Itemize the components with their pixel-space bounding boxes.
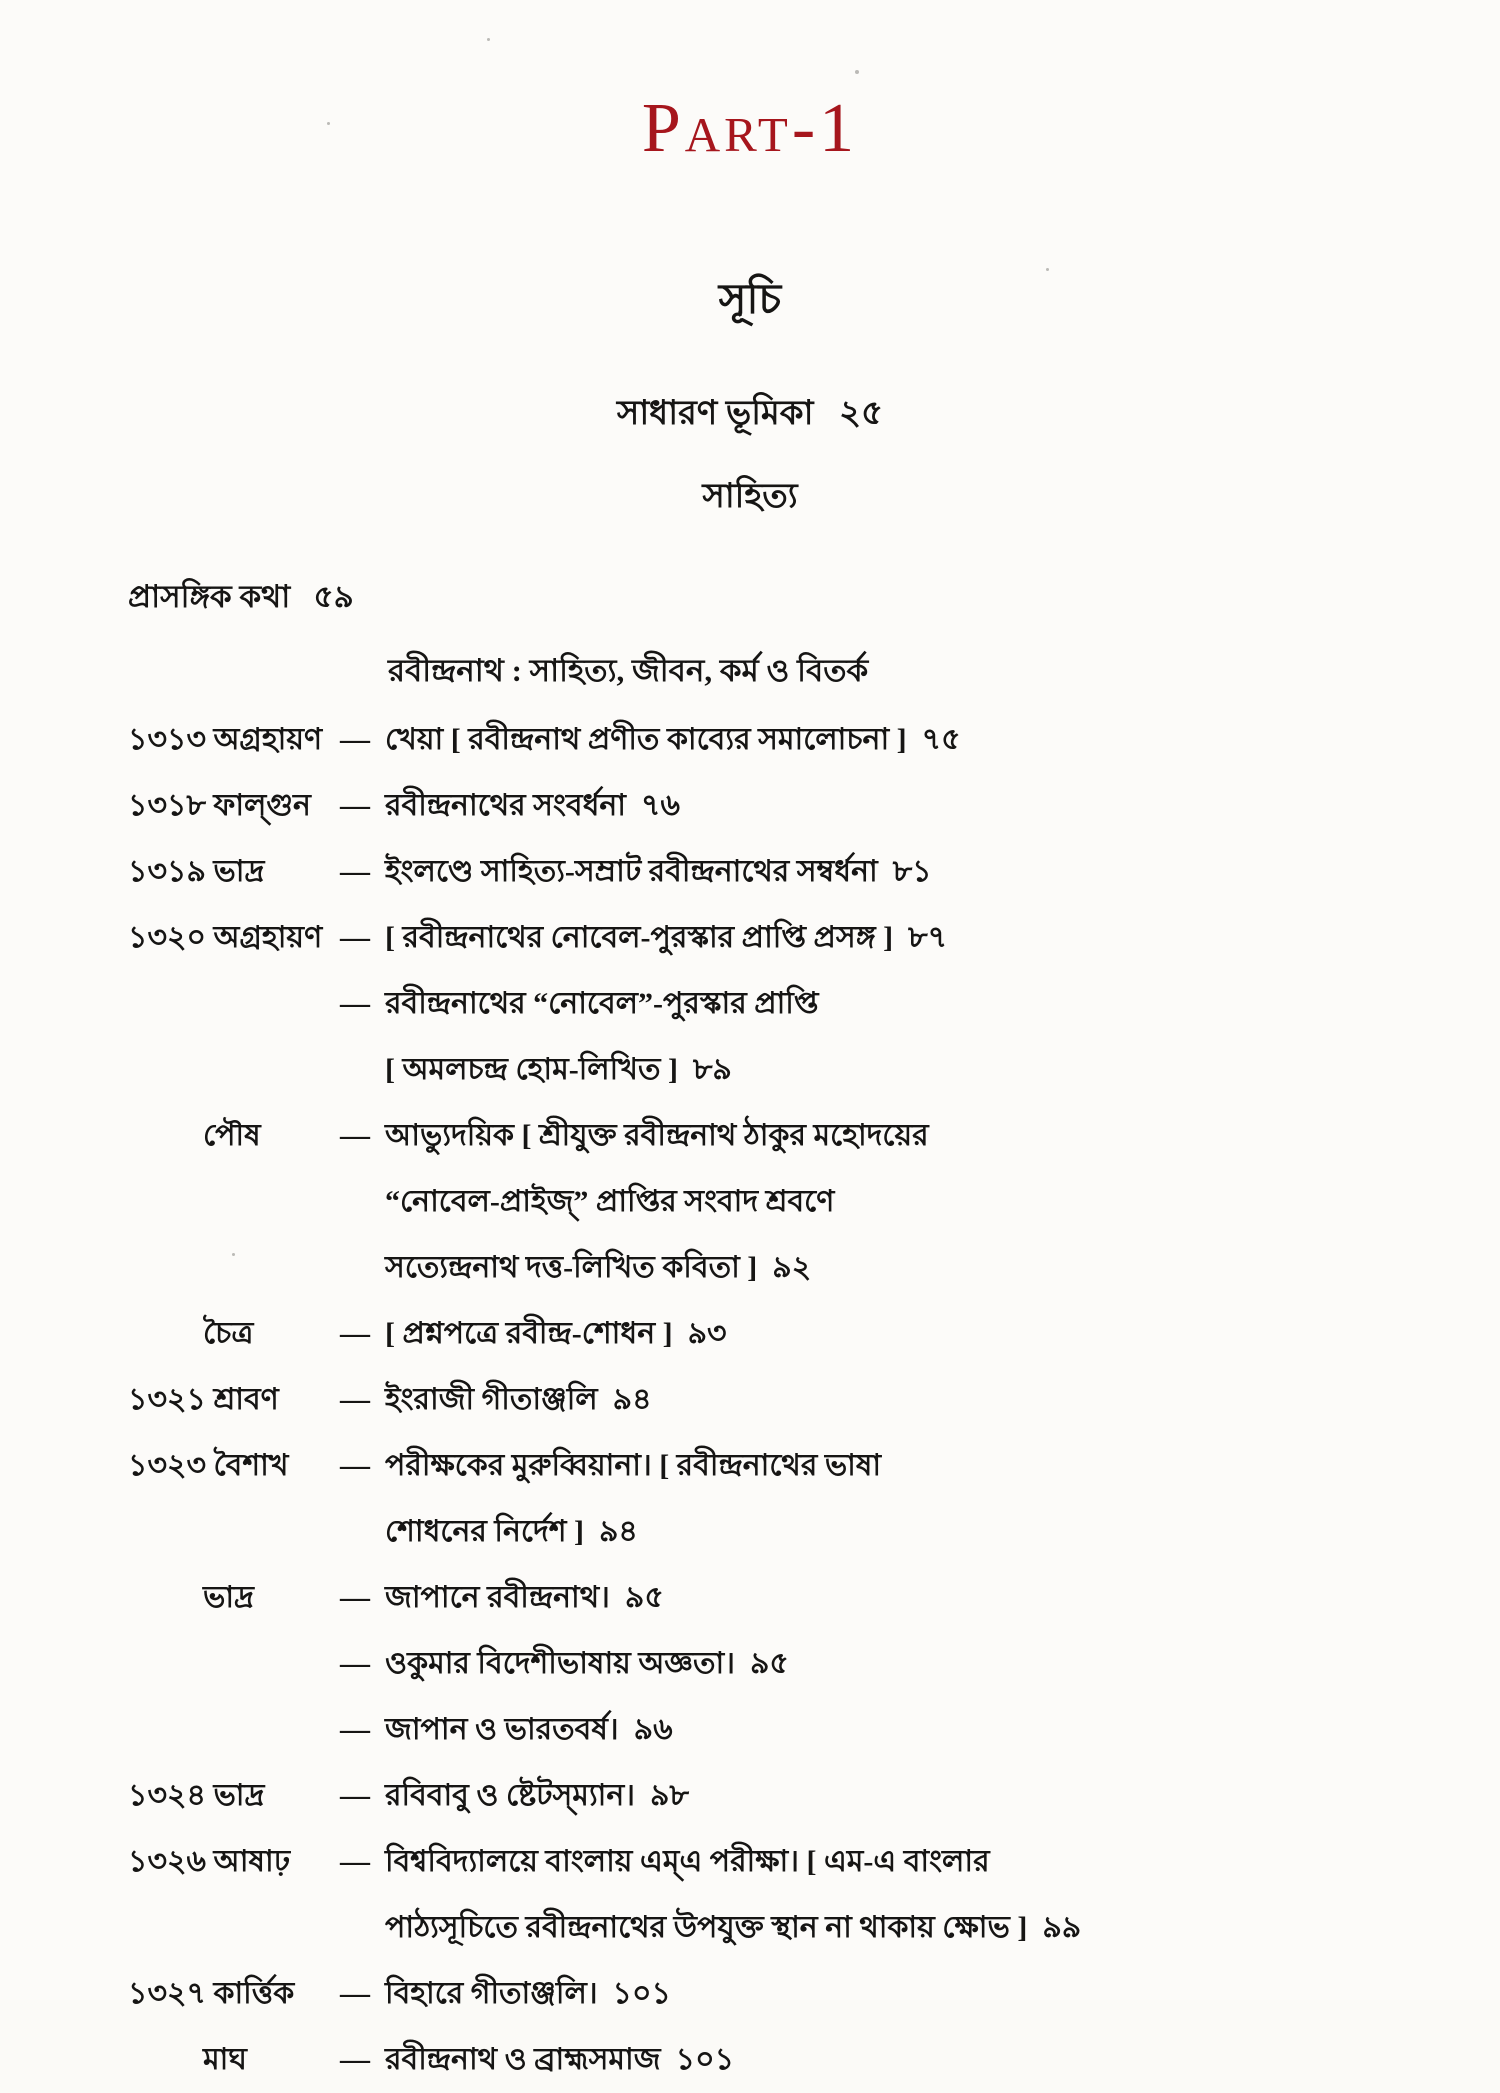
entry-line: [ রবীন্দ্রনাথের নোবেল-পুরস্কার প্রাপ্তি প্রসঙ্গ ] ৮৭ [385, 920, 948, 954]
toc-entry [128, 1565, 1420, 1631]
scan-speck [855, 70, 859, 74]
entry-line: বিশ্ববিদ্যালয়ে বাংলায় এম্‌এ পরীক্ষা। [ এম-এ বাংলার [385, 1844, 990, 1878]
entry-lines [385, 1367, 1420, 1433]
toc-entries [0, 707, 1500, 2093]
entry-line: জাপান ও ভারতবর্ষ। ৯৬ [385, 1712, 673, 1746]
entry-dash: — [340, 1382, 369, 1416]
toc-entry [128, 839, 1420, 905]
toc-entry [128, 1301, 1420, 1367]
entry-line: খেয়া [ রবীন্দ্রনাথ প্রণীত কাব্যের সমালোচনা ] ৭৫ [385, 722, 961, 756]
entry-line: ইংলণ্ডে সাহিত্য-সম্রাট রবীন্দ্রনাথের সম্বর্ধনা ৮১ [385, 854, 932, 888]
entry-dash: — [340, 1646, 369, 1680]
toc-entry [128, 1961, 1420, 2027]
entry-line: ওকুমার বিদেশীভাষায় অজ্ঞতা। ৯৫ [385, 1646, 789, 1680]
entry-line: বিহারে গীতাঞ্জলি। ১০১ [385, 1976, 671, 2010]
entry-lines [385, 707, 1420, 773]
scan-speck [1046, 268, 1049, 271]
entry-label: ১৩২৩ বৈশাখ [128, 1448, 289, 1482]
entry-label: ১৩২৪ ভাদ্র [128, 1778, 265, 1812]
entry-dash: — [340, 1976, 369, 2010]
toc-entry [128, 905, 1420, 971]
entry-line: ইংরাজী গীতাঞ্জলি ৯৪ [385, 1382, 652, 1416]
entry-lines [385, 839, 1420, 905]
entry-lines [385, 905, 1420, 971]
toc-entry [128, 1433, 1420, 1565]
entry-dash: — [340, 920, 369, 954]
toc-entry [128, 1631, 1420, 1697]
entry-dash: — [340, 854, 369, 888]
entry-dash: — [340, 1778, 369, 1812]
entry-dash: — [340, 722, 369, 756]
entry-line: পাঠ্যসূচিতে রবীন্দ্রনাথের উপযুক্ত স্থান না থাকায় ক্ষোভ ] ৯৯ [385, 1910, 1082, 1944]
entry-dash: — [340, 788, 369, 822]
entry-dash: — [340, 1844, 369, 1878]
entry-label: ১৩২০ অগ্রহায়ণ [128, 920, 323, 954]
entry-lines [385, 1631, 1420, 1697]
entry-line: শোধনের নির্দেশ ] ৯৪ [385, 1514, 638, 1548]
entry-line: রবীন্দ্রনাথের “নোবেল”-পুরস্কার প্রাপ্তি [385, 986, 819, 1020]
toc-entry [128, 971, 1420, 1103]
entry-label: মাঘ [203, 2042, 247, 2076]
scan-speck [327, 122, 330, 125]
entry-label: চৈত্র [203, 1316, 254, 1350]
entry-dash: — [340, 1580, 369, 1614]
entry-line: রবীন্দ্রনাথের সংবর্ধনা ৭৬ [385, 788, 680, 822]
entry-lines [385, 1301, 1420, 1367]
entry-lines [385, 1433, 1420, 1565]
entry-dash: — [340, 986, 369, 1020]
entry-lines [385, 2027, 1420, 2093]
general-introduction-heading: সাধারণ ভূমিকা ২৫ [616, 394, 884, 432]
toc-entry [128, 1367, 1420, 1433]
group-header: রবীন্দ্রনাথ : সাহিত্য, জীবন, কর্ম ও বিতর্ক [388, 652, 869, 688]
entry-label: ১৩১৮ ফাল্গুন [128, 788, 311, 822]
entry-lines [385, 1697, 1420, 1763]
toc-entry [128, 1697, 1420, 1763]
entry-line: সত্যেন্দ্রনাথ দত্ত-লিখিত কবিতা ] ৯২ [385, 1250, 812, 1284]
entry-lines [385, 773, 1420, 839]
entry-lines [385, 971, 1420, 1103]
entry-line: “নোবেল-প্রাইজ্‌” প্রাপ্তির সংবাদ শ্রবণে [385, 1184, 835, 1218]
scan-speck [487, 38, 490, 41]
entry-label: ভাদ্র [203, 1580, 254, 1614]
entry-dash: — [340, 2042, 369, 2076]
section-title: সাহিত্য [702, 477, 798, 515]
entry-line: রবীন্দ্রনাথ ও ব্রাহ্মসমাজ ১০১ [385, 2042, 735, 2076]
entry-dash: — [340, 1712, 369, 1746]
entry-line: আভ্যুদয়িক [ শ্রীযুক্ত রবীন্দ্রনাথ ঠাকুর মহোদয়ের [385, 1118, 929, 1152]
entry-dash: — [340, 1316, 369, 1350]
entry-label: ১৩১৯ ভাদ্র [128, 854, 265, 888]
context-note: প্রাসঙ্গিক কথা ৫৯ [128, 578, 354, 614]
entry-label: পৌষ [203, 1118, 261, 1152]
entry-dash: — [340, 1448, 369, 1482]
entry-line: জাপানে রবীন্দ্রনাথ। ৯৫ [385, 1580, 664, 1614]
toc-entry [128, 1103, 1420, 1301]
entry-label: ১৩২৭ কার্ত্তিক [128, 1976, 295, 2010]
toc-entry [128, 2027, 1420, 2093]
entry-lines [385, 1961, 1420, 2027]
entry-lines [385, 1829, 1420, 1961]
toc-entry [128, 773, 1420, 839]
toc-entry [128, 1829, 1420, 1961]
toc-entry [128, 707, 1420, 773]
toc-entry [128, 1763, 1420, 1829]
entry-lines [385, 1565, 1420, 1631]
entry-line: [ অমলচন্দ্র হোম-লিখিত ] ৮৯ [385, 1052, 732, 1086]
toc-title: সূচি [718, 276, 782, 323]
scan-speck [232, 1253, 235, 1256]
entry-lines [385, 1763, 1420, 1829]
part-title: Part-1 [641, 90, 859, 167]
entry-lines [385, 1103, 1420, 1301]
entry-line: রবিবাবু ও ষ্টেটস্‌ম্যান। ৯৮ [385, 1778, 689, 1812]
entry-label: ১৩১৩ অগ্রহায়ণ [128, 722, 323, 756]
entry-line: পরীক্ষকের মুরুব্বিয়ানা। [ রবীন্দ্রনাথের ভাষা [385, 1448, 882, 1482]
entry-label: ১৩২৬ আষাঢ় [128, 1844, 291, 1878]
entry-line: [ প্রশ্নপত্রে রবীন্দ্র-শোধন ] ৯৩ [385, 1316, 727, 1350]
entry-dash: — [340, 1118, 369, 1152]
entry-label: ১৩২১ শ্রাবণ [128, 1382, 279, 1416]
